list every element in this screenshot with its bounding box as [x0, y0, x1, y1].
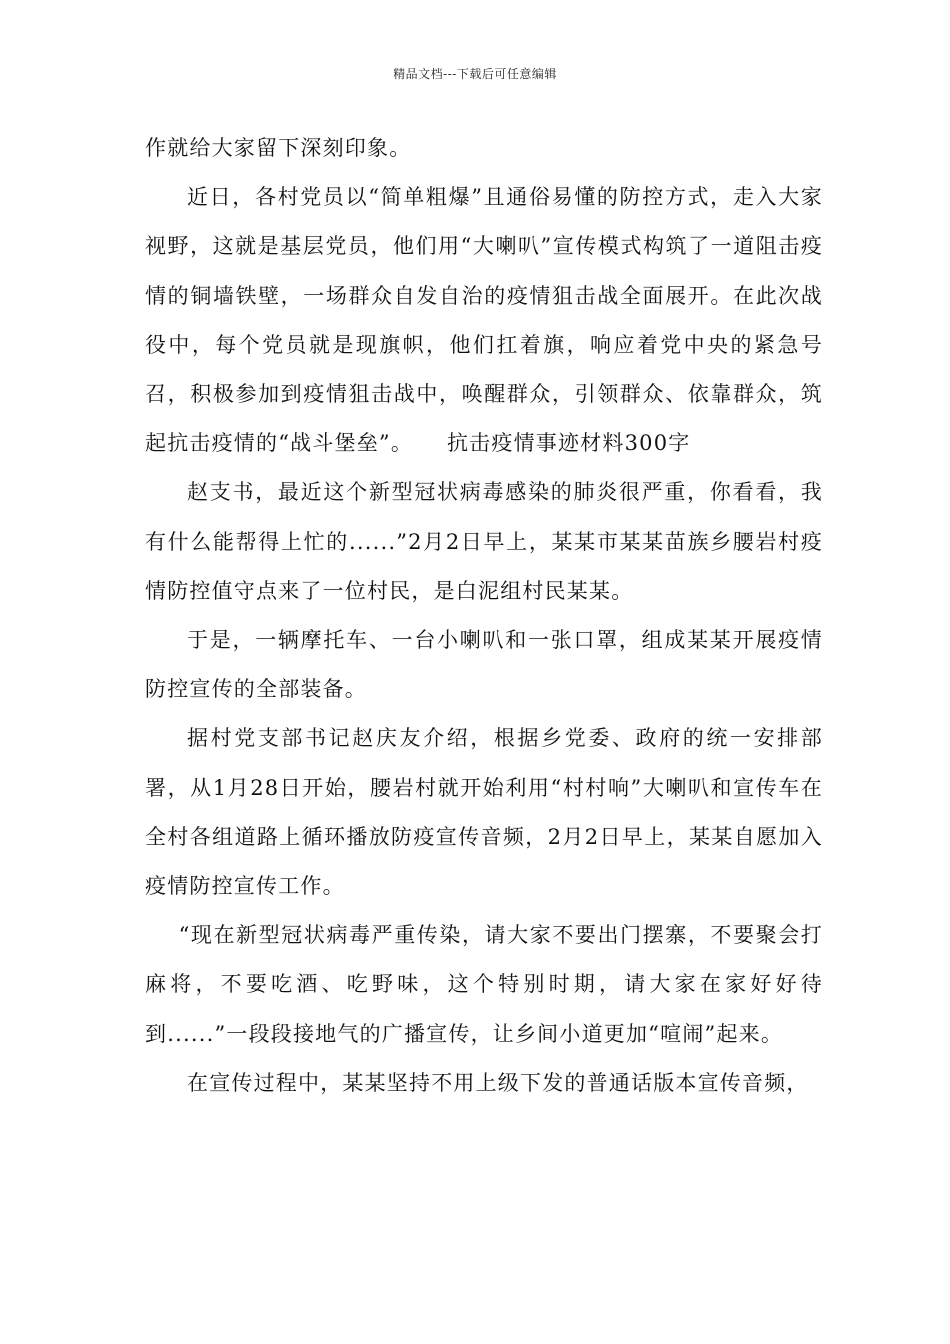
paragraph-3: 赵支书，最近这个新型冠状病毒感染的肺炎很严重，你看看，我有什么能帮得上忙的......”2月2日早上，某某市某某苗族乡腰岩村疫情防控值守点来了一位村民，是白泥组村民某某。	[145, 480, 823, 603]
page-header: 精品文档---下载后可任意编辑	[393, 67, 557, 81]
document-body	[145, 124, 823, 1108]
paragraph-4: 于是，一辆摩托车、一台小喇叭和一张口罩，组成某某开展疫情防控宣传的全部装备。	[145, 628, 823, 702]
paragraph-2: 近日，各村党员以“简单粗爆”且通俗易懂的防控方式，走入大家视野，这就是基层党员，他们用“大喇叭”宣传模式构筑了一道阻击疫情的铜墙铁壁，一场群众自发自治的疫情狙击战全面展开。在此次战役中，每个党员就是现旗帜，他们扛着旗，响应着党中央的紧急号召，积极参加到疫情狙击战中，唤醒群众，引领群众、依靠群众，筑起抗击疫情的“战斗堡垒”。 抗击疫情事迹材料300字	[145, 185, 823, 456]
paragraph-1: 作就给大家留下深刻印象。	[145, 136, 412, 160]
paragraph-7: 在宣传过程中，某某坚持不用上级下发的普通话版本宣传音频，	[187, 1070, 809, 1095]
paragraph-6: “现在新型冠状病毒严重传染，请大家不要出门摆寨，不要聚会打麻将，不要吃酒、吃野味，这个特别时期，请大家在家好好待到......”一段段接地气的广播宣传，让乡间小道更加“喧闹”起来。	[145, 923, 823, 1046]
paragraph-5: 据村党支部书记赵庆友介绍，根据乡党委、政府的统一安排部署，从1月28日开始，腰岩村就开始利用“村村响”大喇叭和宣传车在全村各组道路上循环播放防疫宣传音频，2月2日早上，某某自愿加入疫情防控宣传工作。	[145, 726, 823, 899]
